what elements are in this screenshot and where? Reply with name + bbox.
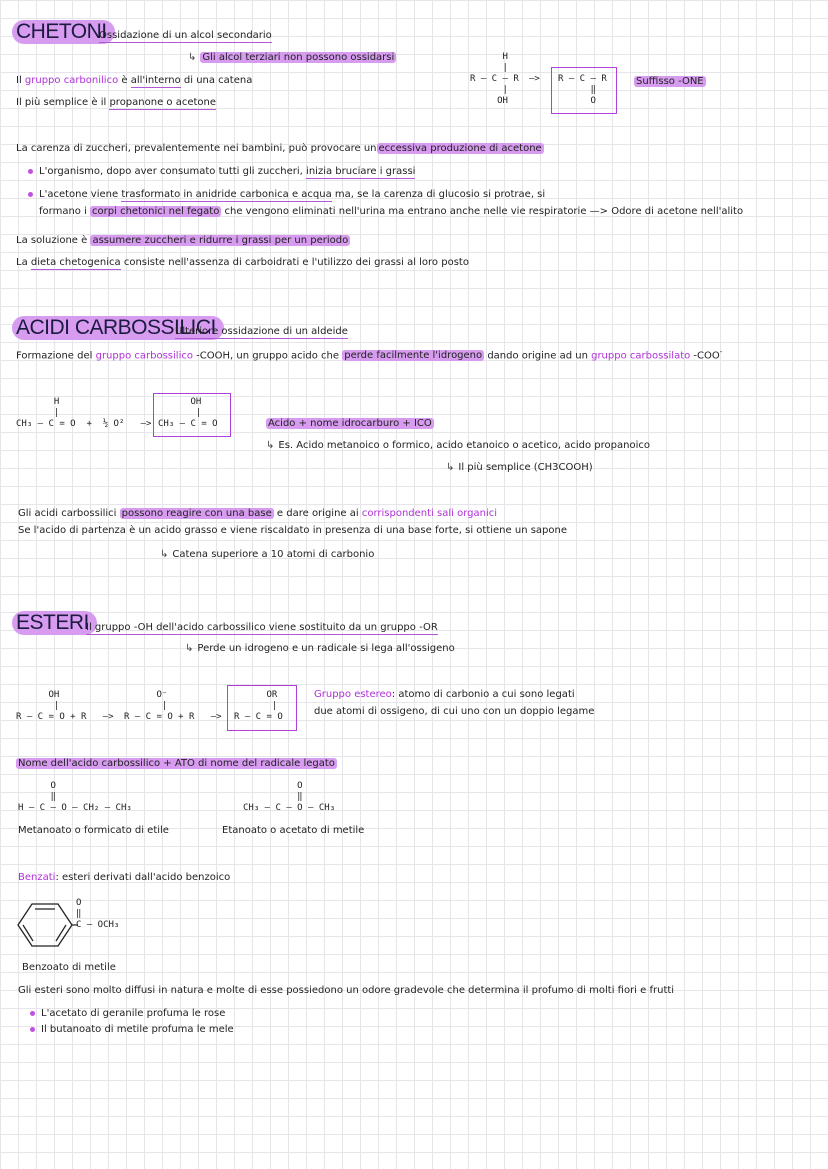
line-formazione-carbossilico: Formazione del gruppo carbossilico -COOH, un gruppo acido che perde facilmente l'idrogeno dando origine ad un gruppo carbossilato -COO- (16, 348, 723, 362)
formula-etanoato-metile: O ‖ CH₃ — C — O — CH₃ (243, 781, 336, 813)
formula-metanoato-etile: O ‖ H — C — O — CH₂ — CH₃ (18, 781, 132, 813)
section-title-chetoni: CHETONI (12, 20, 115, 44)
line-sapone: Se l'acido di partenza è un acido grasso e viene riscaldato in presenza di una base forte, si ottiene un sapone (18, 525, 567, 536)
bullet-icon (30, 1011, 35, 1016)
formula-chetone-box: R — C — R ‖ O (551, 67, 617, 114)
hook-arrow-icon: ↳ (160, 549, 169, 560)
bullet-icon (28, 192, 33, 197)
line-reagire-base: Gli acidi carbossilici possono reagire con una base e dare origine ai corrispondenti sali organici (18, 508, 498, 519)
line-propanone: Il più semplice è il propanone o acetone (16, 97, 217, 108)
suffisso-one: Suffisso -ONE (636, 76, 704, 87)
reaction-aldeide-left: H | CH₃ — C = O + ½ O² —> (16, 397, 152, 429)
acido-piu-semplice: ↳ Il più semplice (CH3COOH) (446, 462, 593, 473)
hook-arrow-icon: ↳ (266, 440, 275, 451)
label-metanoato-etile: Metanoato o formicato di etile (18, 825, 169, 836)
bullet-icon (30, 1027, 35, 1032)
gruppo-estereo-def-l2: due atomi di ossigeno, di cui uno con un doppio legame (314, 706, 595, 717)
label-benzoato-metile: Benzoato di metile (22, 962, 116, 973)
esempi-acidi: ↳ Es. Acido metanoico o formico, acido etanoico o acetico, acido propanoico (266, 440, 650, 451)
note-terziari: ↳ Gli alcol terziari non possono ossidarsi (188, 52, 395, 63)
line-gruppo-carbonilico: Il gruppo carbonilico è all'interno di una catena (16, 75, 253, 86)
reaction-acido-box: OH | CH₃ — C = O (153, 393, 231, 437)
hook-arrow-icon: ↳ (446, 462, 455, 473)
section-title-acidi-carbossilici: ACIDI CARBOSSILICI (12, 316, 224, 340)
line-carenza-zuccheri: La carenza di zuccheri, prevalentemente nei bambini, può provocare un eccessiva produzione di acetone (16, 143, 542, 154)
line-esteri-diffusi: Gli esteri sono molto diffusi in natura e molte di esse possiedono un odore gradevole che determina il profumo di molti fiori e frutti (18, 985, 675, 996)
gruppo-estereo-def: Gruppo estereo: atomo di carbonio a cui sono legati (314, 689, 575, 700)
label-etanoato-metile: Etanoato o acetato di metile (222, 825, 365, 836)
reaction-arrow: —> (529, 74, 540, 84)
note-perde-idrogeno: ↳ Perde un idrogeno e un radicale si lega all'ossigeno (185, 643, 455, 654)
bullet-butanoato: Il butanoato di metile profuma le mele (30, 1024, 234, 1035)
subtitle-ossidazione-alcol: Ossidazione di un alcol secondario (99, 30, 272, 41)
section-title-esteri: ESTERI (12, 611, 97, 635)
formula-alcol-secondario: H | R — C — R | OH (470, 52, 519, 106)
reaction-estere-box: OR | R — C = O (227, 685, 297, 731)
bullet-geranile: L'acetato di geranile profuma le rose (30, 1008, 225, 1019)
bullet-bruciare-grassi: L'organismo, dopo aver consumato tutti gli zuccheri, inizia bruciare i grassi (28, 166, 415, 177)
reaction-estere-a: OH | R — C = O + R —> (16, 690, 114, 722)
line-benzati: Benzati: esteri derivati dall'acido benzoico (18, 872, 231, 883)
subtitle-ossidazione-aldeide: Ulteriore ossidazione di un aldeide (175, 326, 348, 337)
bullet-acetone-trasformato: L'acetone viene trasformato in anidride carbonica e acqua ma, se la carenza di glucosio si protrae, si (28, 189, 545, 200)
line-dieta-chetogenica: La dieta chetogenica consiste nell'assenza di carboidrati e l'utilizzo dei grassi al loro posto (16, 257, 469, 268)
subtitle-gruppo-or: Il gruppo -OH dell'acido carbossilico viene sostituito da un gruppo -OR (86, 622, 438, 633)
nome-acido-regola: Acido + nome idrocarburo + ICO (268, 418, 432, 429)
benzene-ring-icon (14, 900, 78, 950)
bullet-acetone-line2: formano i corpi chetonici nel fegato che vengono eliminati nell'urina ma entrano anche nelle vie respiratorie —> Odore di acetone nell'alito (39, 206, 744, 217)
hook-arrow-icon: ↳ (185, 643, 194, 654)
note-catena: ↳ Catena superiore a 10 atomi di carbonio (160, 549, 375, 560)
line-soluzione: La soluzione è assumere zuccheri e ridurre i grassi per un periodo (16, 235, 349, 246)
hook-arrow-icon: ↳ (188, 52, 197, 63)
bullet-icon (28, 169, 33, 174)
nome-estere-regola: Nome dell'acido carbossilico + ATO di nome del radicale legato (18, 758, 335, 769)
formula-benzoato-gruppo: O ‖ C — OCH₃ (76, 898, 120, 930)
reaction-estere-b: O⁻ | R — C = O + R —> (124, 690, 222, 722)
